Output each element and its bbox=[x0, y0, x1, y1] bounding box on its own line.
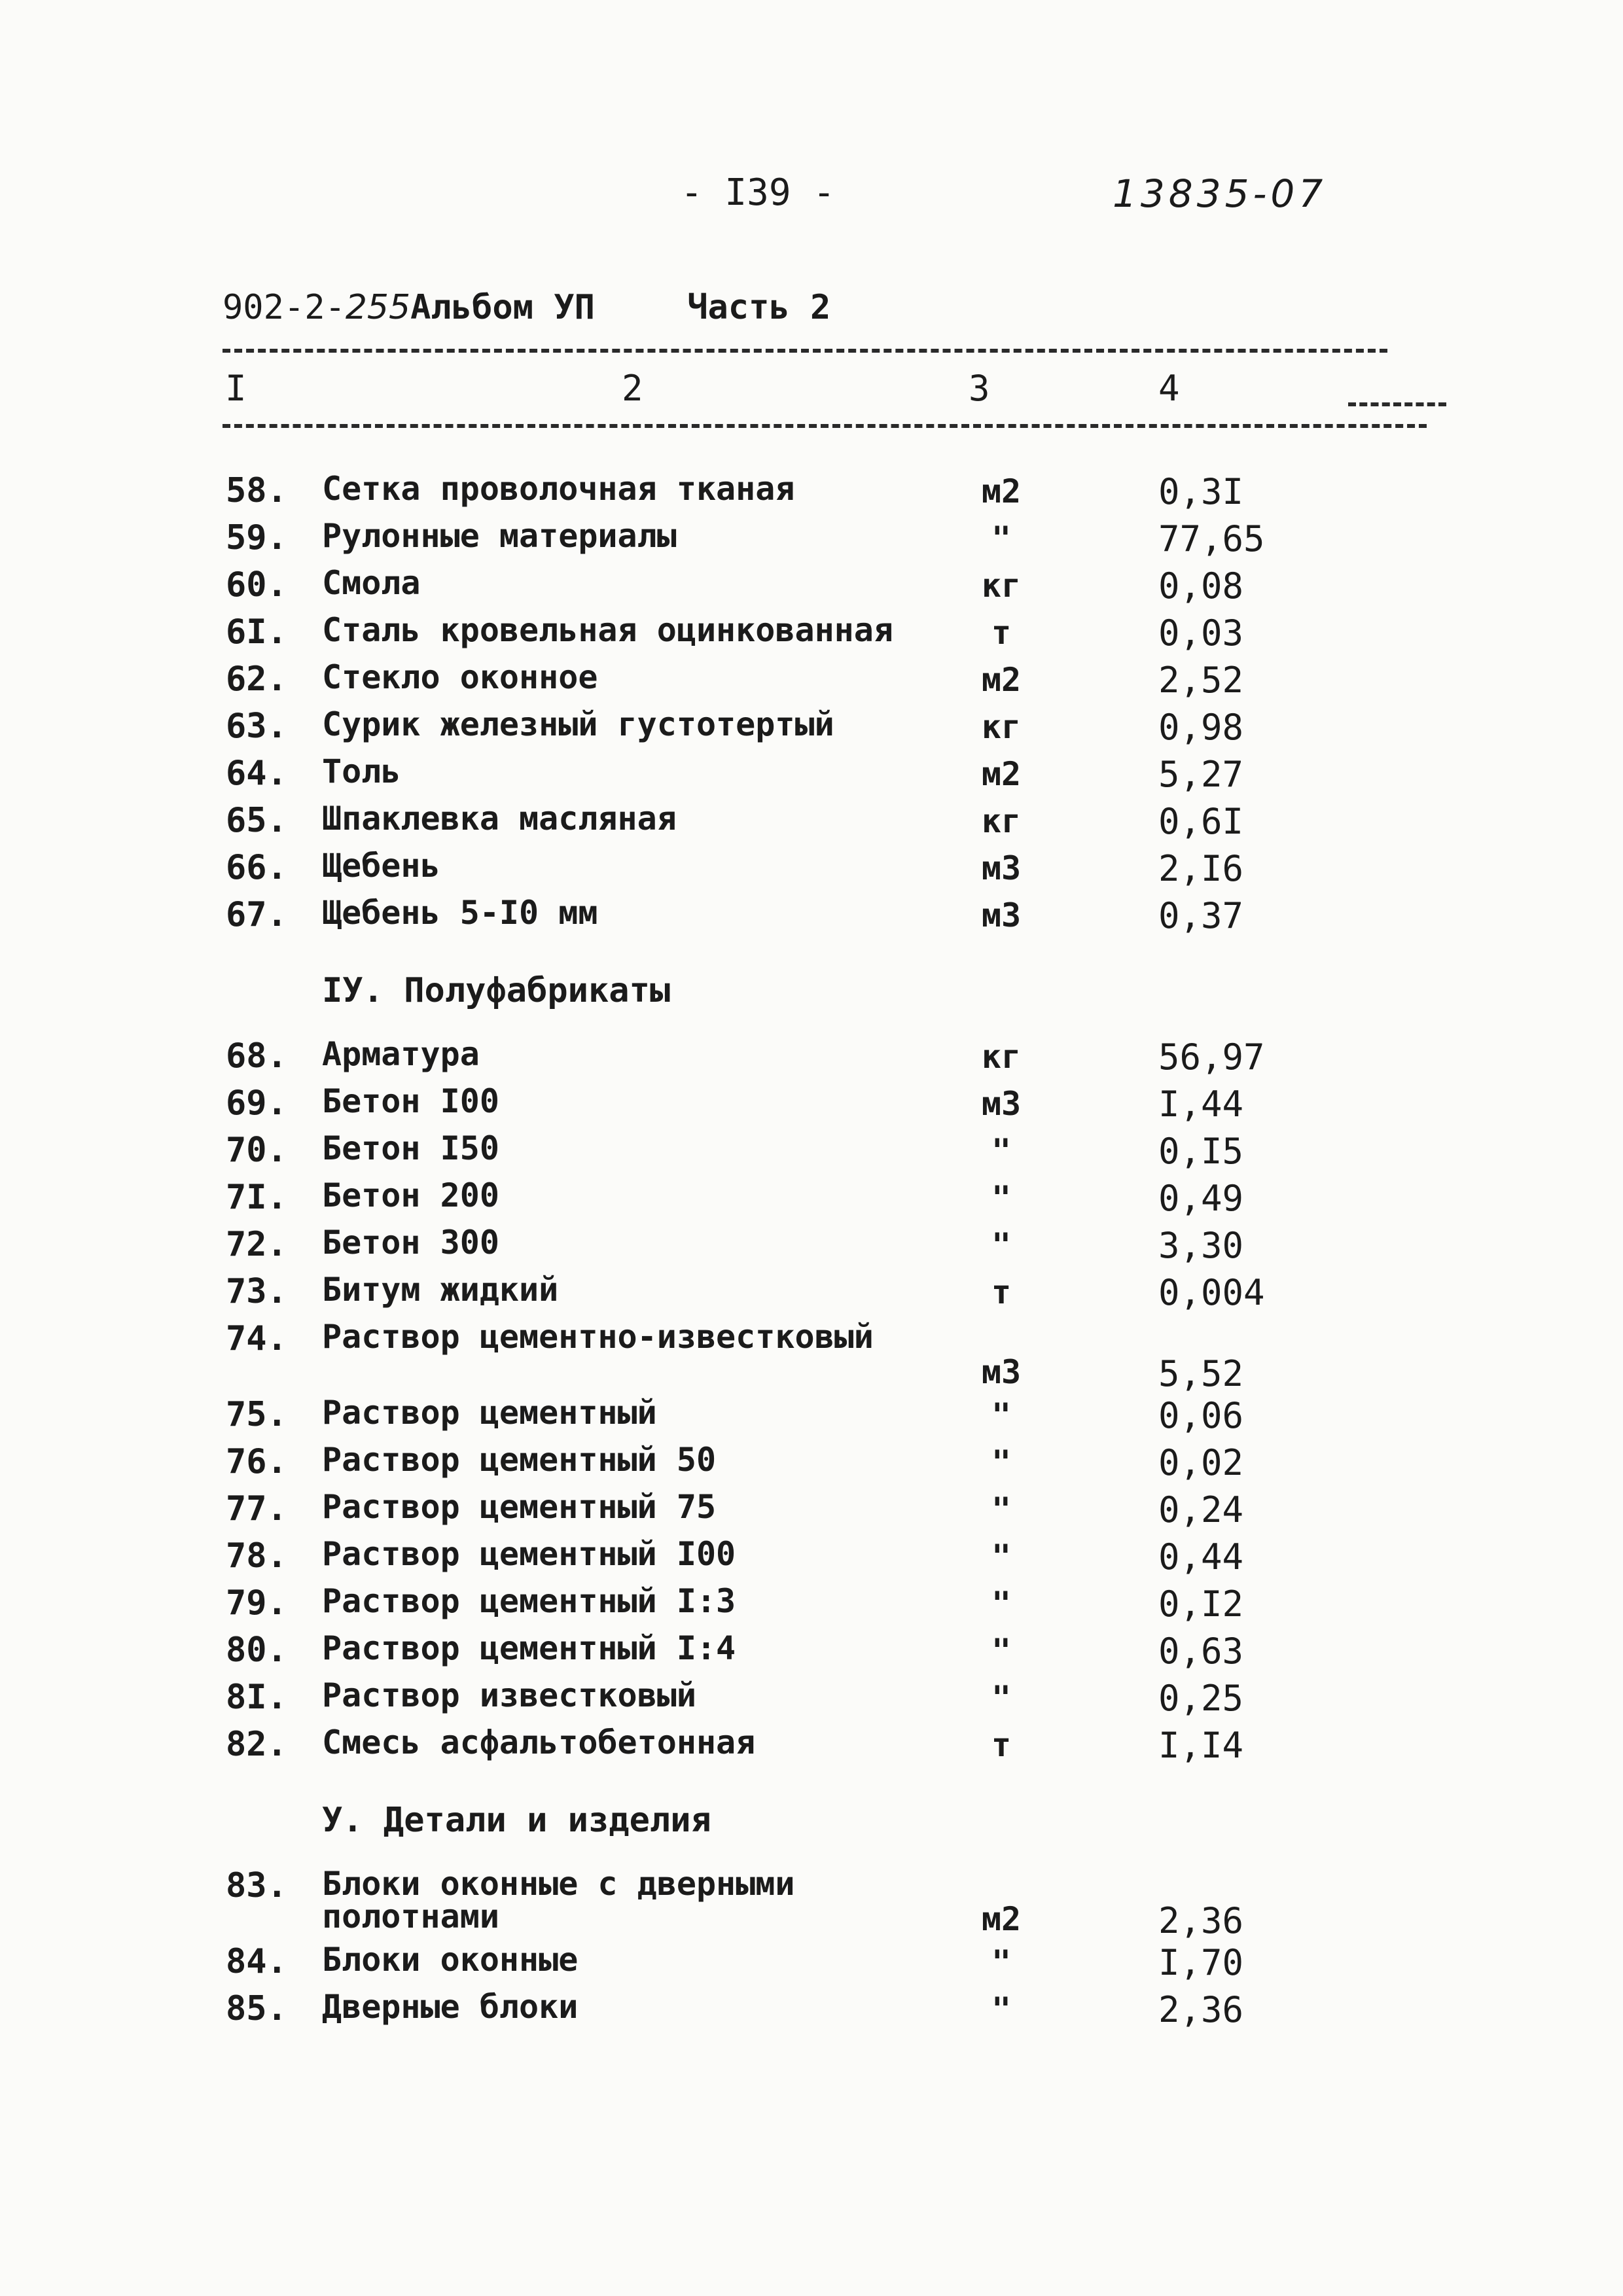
row-number: 60. bbox=[226, 565, 287, 605]
row-number: 67. bbox=[226, 895, 287, 934]
quantity: 0,I5 bbox=[1158, 1131, 1244, 1172]
material-name: Арматура bbox=[322, 1035, 480, 1073]
quantity: 0,37 bbox=[1158, 895, 1244, 936]
page-number: - I39 - bbox=[681, 171, 836, 214]
unit-of-measure: кг bbox=[981, 708, 1022, 746]
quantity: 0,004 bbox=[1158, 1272, 1265, 1313]
row-number: 64. bbox=[226, 754, 287, 793]
unit-of-measure: кг bbox=[981, 1038, 1022, 1076]
unit-of-measure: " bbox=[991, 1491, 1012, 1528]
quantity: 77,65 bbox=[1158, 518, 1265, 559]
row-number: 78. bbox=[226, 1536, 287, 1576]
table-row bbox=[0, 1583, 1623, 1631]
unit-of-measure: т bbox=[991, 1273, 1012, 1311]
section-title: IУ. Полуфабрикаты bbox=[322, 971, 671, 1010]
material-name: Смесь асфальтобетонная bbox=[322, 1723, 756, 1761]
unit-of-measure: м3 bbox=[981, 849, 1022, 887]
quantity: 5,52 bbox=[1158, 1353, 1244, 1394]
quantity: 56,97 bbox=[1158, 1036, 1265, 1078]
section-heading bbox=[0, 1772, 1623, 1866]
unit-of-measure: " bbox=[991, 1585, 1012, 1623]
quantity: 0,3I bbox=[1158, 471, 1244, 512]
material-name: Дверные блоки bbox=[322, 1988, 579, 2026]
quantity: 0,06 bbox=[1158, 1395, 1244, 1436]
table-row bbox=[0, 1536, 1623, 1583]
unit-of-measure: м2 bbox=[981, 755, 1022, 793]
material-name: Бетон 200 bbox=[322, 1176, 499, 1214]
unit-of-measure: м3 bbox=[981, 896, 1022, 934]
quantity: 2,36 bbox=[1158, 1989, 1244, 2030]
table-row bbox=[0, 1489, 1623, 1536]
material-name: Бетон I50 bbox=[322, 1129, 499, 1167]
table-row bbox=[0, 1989, 1623, 2036]
unit-of-measure: м3 bbox=[981, 1353, 1022, 1391]
materials-table bbox=[0, 471, 1623, 2036]
table-row bbox=[0, 1272, 1623, 1319]
header-dashed-line-extra bbox=[1348, 402, 1446, 406]
table-row bbox=[0, 565, 1623, 612]
quantity: 0,98 bbox=[1158, 707, 1244, 748]
material-name: Блоки оконные bbox=[322, 1941, 579, 1979]
row-number: 68. bbox=[226, 1036, 287, 1076]
table-row bbox=[0, 518, 1623, 565]
material-name: Бетон 300 bbox=[322, 1224, 499, 1262]
table-row bbox=[0, 1678, 1623, 1725]
table-row bbox=[0, 1631, 1623, 1678]
row-number: 73. bbox=[226, 1272, 287, 1311]
material-name: Толь bbox=[322, 752, 401, 790]
unit-of-measure: " bbox=[991, 520, 1012, 557]
quantity: I,I4 bbox=[1158, 1725, 1244, 1766]
unit-of-measure: " bbox=[991, 1679, 1012, 1717]
column-header-1: I bbox=[225, 368, 247, 409]
quantity: I,44 bbox=[1158, 1084, 1244, 1125]
header-dashed-line-top bbox=[223, 349, 1387, 353]
unit-of-measure: " bbox=[991, 1990, 1012, 2028]
column-header-2: 2 bbox=[622, 368, 643, 409]
unit-of-measure: " bbox=[991, 1132, 1012, 1170]
quantity: 0,6I bbox=[1158, 801, 1244, 842]
material-name: Раствор цементный 50 bbox=[322, 1441, 717, 1479]
material-name: Смола bbox=[322, 564, 421, 602]
header-dashed-line-bottom bbox=[223, 424, 1427, 428]
material-name: Раствор цементный I:3 bbox=[322, 1582, 736, 1620]
material-name: Раствор цементно-известковый bbox=[322, 1318, 874, 1356]
table-row bbox=[0, 1442, 1623, 1489]
table-row bbox=[0, 754, 1623, 801]
table-row bbox=[0, 1942, 1623, 1989]
table-row bbox=[0, 1036, 1623, 1084]
table-row bbox=[0, 1725, 1623, 1772]
table-row bbox=[0, 612, 1623, 660]
row-number: 8I. bbox=[226, 1678, 287, 1717]
table-row bbox=[0, 1131, 1623, 1178]
table-row bbox=[0, 1178, 1623, 1225]
table-row bbox=[0, 895, 1623, 942]
row-number: 66. bbox=[226, 848, 287, 887]
row-number: 84. bbox=[226, 1942, 287, 1981]
album-code-handwritten: 255 bbox=[345, 288, 411, 327]
quantity: 0,I2 bbox=[1158, 1583, 1244, 1625]
unit-of-measure: м2 bbox=[981, 472, 1022, 510]
row-number: 59. bbox=[226, 518, 287, 557]
quantity: 2,52 bbox=[1158, 660, 1244, 701]
row-number: 75. bbox=[226, 1395, 287, 1434]
row-number: 76. bbox=[226, 1442, 287, 1481]
row-number: 83. bbox=[226, 1866, 287, 1905]
unit-of-measure: " bbox=[991, 1538, 1012, 1576]
table-row bbox=[0, 660, 1623, 707]
material-name: Бетон I00 bbox=[322, 1082, 499, 1120]
table-row bbox=[0, 471, 1623, 518]
unit-of-measure: " bbox=[991, 1443, 1012, 1481]
material-name: Шпаклевка масляная bbox=[322, 800, 677, 838]
unit-of-measure: кг bbox=[981, 802, 1022, 840]
table-row bbox=[0, 1866, 1623, 1942]
column-header-3: 3 bbox=[969, 368, 990, 409]
quantity: 0,03 bbox=[1158, 612, 1244, 654]
table-row bbox=[0, 707, 1623, 754]
quantity: 0,02 bbox=[1158, 1442, 1244, 1483]
material-name: Стекло оконное bbox=[322, 658, 598, 696]
table-row bbox=[0, 801, 1623, 848]
material-name: Щебень bbox=[322, 847, 440, 885]
table-row bbox=[0, 1319, 1623, 1395]
material-name: Раствор цементный bbox=[322, 1394, 657, 1432]
unit-of-measure: " bbox=[991, 1179, 1012, 1217]
quantity: I,70 bbox=[1158, 1942, 1244, 1983]
row-number: 7I. bbox=[226, 1178, 287, 1217]
album-label: Альбом УП bbox=[410, 288, 595, 327]
section-heading bbox=[0, 942, 1623, 1036]
quantity: 0,25 bbox=[1158, 1678, 1244, 1719]
unit-of-measure: " bbox=[991, 1632, 1012, 1670]
quantity: 0,44 bbox=[1158, 1536, 1244, 1578]
row-number: 72. bbox=[226, 1225, 287, 1264]
quantity: 0,49 bbox=[1158, 1178, 1244, 1219]
material-name: Рулонные материалы bbox=[322, 517, 677, 555]
material-name: Раствор цементный I:4 bbox=[322, 1629, 736, 1667]
row-number: 82. bbox=[226, 1725, 287, 1764]
row-number: 80. bbox=[226, 1631, 287, 1670]
album-line bbox=[223, 288, 830, 327]
material-name: Щебень 5-I0 мм bbox=[322, 894, 598, 932]
material-name: Битум жидкий bbox=[322, 1271, 559, 1309]
row-number: 6I. bbox=[226, 612, 287, 652]
quantity: 5,27 bbox=[1158, 754, 1244, 795]
part-label: Часть 2 bbox=[687, 288, 831, 327]
material-name: Сурик железный густотертый bbox=[322, 705, 834, 743]
unit-of-measure: м2 bbox=[981, 1900, 1022, 1938]
table-row bbox=[0, 1395, 1623, 1442]
row-number: 69. bbox=[226, 1084, 287, 1123]
unit-of-measure: т bbox=[991, 614, 1012, 652]
unit-of-measure: кг bbox=[981, 567, 1022, 605]
album-code: 902-2- bbox=[223, 288, 346, 327]
table-row bbox=[0, 1084, 1623, 1131]
table-row bbox=[0, 1225, 1623, 1272]
row-number: 62. bbox=[226, 660, 287, 699]
row-number: 77. bbox=[226, 1489, 287, 1528]
column-header-4: 4 bbox=[1158, 368, 1180, 409]
material-name: Сетка проволочная тканая bbox=[322, 470, 795, 508]
row-number: 74. bbox=[226, 1319, 287, 1358]
unit-of-measure: " bbox=[991, 1943, 1012, 1981]
section-title: У. Детали и изделия bbox=[322, 1801, 711, 1840]
quantity: 0,63 bbox=[1158, 1631, 1244, 1672]
row-number: 79. bbox=[226, 1583, 287, 1623]
quantity: 3,30 bbox=[1158, 1225, 1244, 1266]
material-name: Раствор цементный I00 bbox=[322, 1535, 736, 1573]
material-name: Блоки оконные с дверными полотнами bbox=[322, 1865, 795, 1935]
unit-of-measure: т bbox=[991, 1726, 1012, 1764]
unit-of-measure: " bbox=[991, 1226, 1012, 1264]
row-number: 63. bbox=[226, 707, 287, 746]
row-number: 70. bbox=[226, 1131, 287, 1170]
table-row bbox=[0, 848, 1623, 895]
row-number: 58. bbox=[226, 471, 287, 510]
quantity: 0,24 bbox=[1158, 1489, 1244, 1530]
quantity: 2,I6 bbox=[1158, 848, 1244, 889]
material-name: Раствор известковый bbox=[322, 1676, 696, 1714]
quantity: 2,36 bbox=[1158, 1900, 1244, 1941]
material-name: Сталь кровельная оцинкованная bbox=[322, 611, 893, 649]
unit-of-measure: м2 bbox=[981, 661, 1022, 699]
row-number: 65. bbox=[226, 801, 287, 840]
row-number: 85. bbox=[226, 1989, 287, 2028]
unit-of-measure: " bbox=[991, 1396, 1012, 1434]
document-code: 13835-07 bbox=[1113, 171, 1327, 216]
quantity: 0,08 bbox=[1158, 565, 1244, 607]
material-name: Раствор цементный 75 bbox=[322, 1488, 717, 1526]
unit-of-measure: м3 bbox=[981, 1085, 1022, 1123]
